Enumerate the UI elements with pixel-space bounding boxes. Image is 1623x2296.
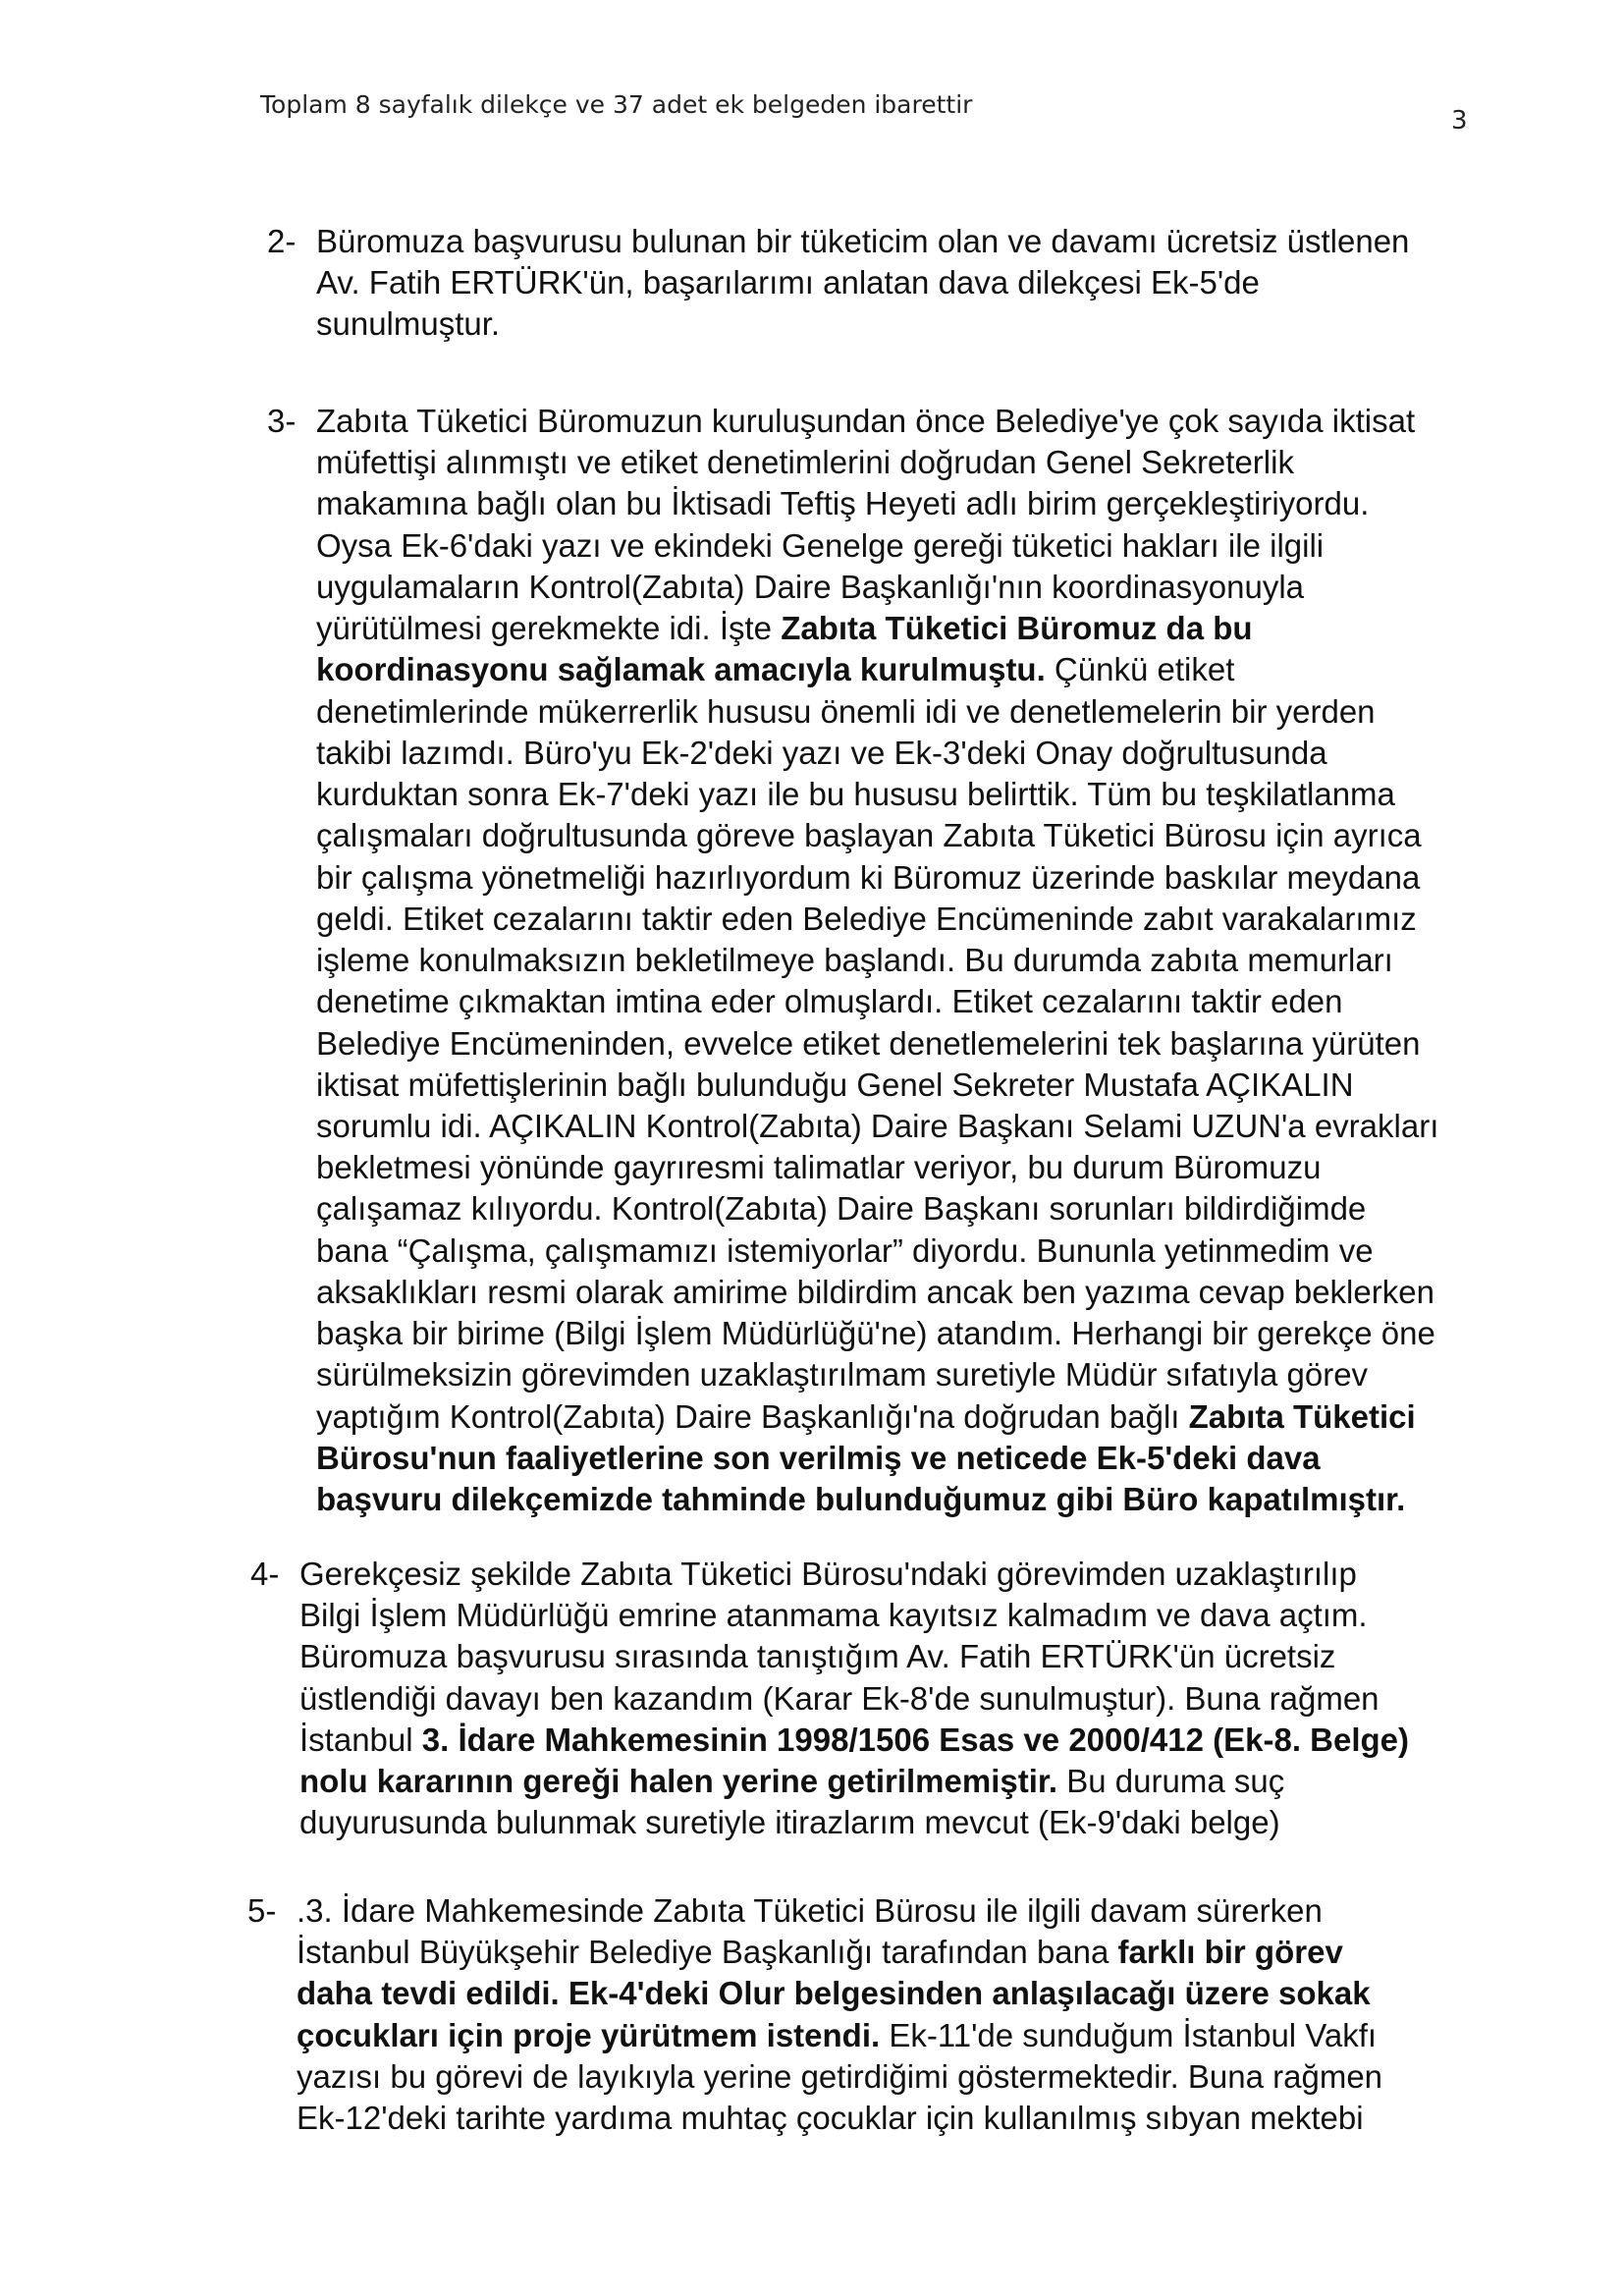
text-segment: başka bir birime (Bilgi İşlem Müdürlüğü'ne) atandım. Herhangi bir gerekçe öne bbox=[316, 1315, 1435, 1352]
text-segment: denetime çıkmaktan imtina eder olmuşlardı. Etiket cezalarını taktir eden bbox=[316, 983, 1343, 1020]
text-line bbox=[316, 1438, 1438, 1479]
text-segment: makamına bağlı olan bu İktisadi Teftiş Heyeti adlı birim gerçekleştiriyordu. bbox=[316, 485, 1370, 522]
text-segment: aksaklıkları resmi olarak amirime bildirdim ancak ben yazıma cevap beklerken bbox=[316, 1273, 1434, 1310]
text-line bbox=[316, 649, 1438, 690]
text-segment: Oysa Ek-6'daki yazı ve ekindeki Genelge gereği tüketici hakları ile ilgili bbox=[316, 526, 1325, 564]
text-segment: Bilgi İşlem Müdürlüğü emrine atanmama kayıtsız kalmadım ve dava açtım. bbox=[299, 1597, 1368, 1634]
bold-text: 3. İdare Mahkemesinin 1998/1506 Esas ve 2000/412 (Ek-8. Belge) bbox=[421, 1721, 1410, 1758]
text-segment: Büromuza başvurusu bulunan bir tüketicim olan ve davamı ücretsiz üstlenen bbox=[316, 223, 1410, 259]
text-segment: çalışmaları doğrultusunda göreve başlayan Zabıta Tüketici Bürosu için ayrıca bbox=[316, 817, 1422, 854]
item-body bbox=[299, 1554, 1409, 1844]
bold-text: farklı bir görev bbox=[1117, 1934, 1343, 1971]
item-number: 2- bbox=[267, 223, 297, 259]
item-body bbox=[297, 1890, 1382, 2139]
text-segment: sorumlu idi. AÇIKALIN Kontrol(Zabıta) Daire Başkanı Selami UZUN'a evrakları bbox=[316, 1107, 1439, 1144]
text-line bbox=[316, 815, 1438, 856]
text-segment: Ek-11'de sunduğum İstanbul Vakfı bbox=[880, 2016, 1378, 2053]
text-line bbox=[316, 1023, 1438, 1065]
text-segment: kurduktan sonra Ek-7'deki yazı ile bu hususu belirttik. Tüm bu teşkilatlanma bbox=[316, 776, 1395, 813]
text-segment: .3. İdare Mahkemesinde Zabıta Tüketici Bürosu ile ilgili davam sürerken bbox=[297, 1892, 1323, 1929]
text-line bbox=[316, 608, 1438, 649]
text-line bbox=[316, 1065, 1438, 1106]
text-segment: üstlendiği davayı ben kazandım (Karar Ek-8'de sunulmuştur). Buna rağmen bbox=[299, 1679, 1380, 1717]
text-segment: işleme konulmaksızın bekletilmeye başlandı. Bu durumda zabıta memurları bbox=[316, 942, 1393, 979]
bold-text: nolu kararının gereği halen yerine getirilmemiştir. bbox=[299, 1763, 1058, 1800]
item-number: 4- bbox=[250, 1556, 280, 1592]
text-segment: sunulmuştur. bbox=[316, 305, 501, 343]
text-line bbox=[316, 567, 1438, 608]
text-line bbox=[316, 774, 1438, 815]
text-line bbox=[316, 1354, 1438, 1395]
text-segment: Gerekçesiz şekilde Zabıta Tüketici Bürosu'ndaki görevimden uzaklaştırılıp bbox=[299, 1556, 1357, 1592]
text-line bbox=[297, 1932, 1382, 1973]
text-segment: Büromuza başvurusu sırasında tanıştığım Av. Fatih ERTÜRK'ün ücretsiz bbox=[299, 1638, 1336, 1675]
text-segment: denetimlerinde mükerrerlik hususu önemli idi ve denetlemelerin bir yerden bbox=[316, 692, 1376, 730]
text-segment: Bu duruma suç bbox=[1057, 1763, 1285, 1800]
text-line bbox=[299, 1720, 1409, 1761]
text-segment: geldi. Etiket cezalarını taktir eden Belediye Encümeninde zabıt varakalarımız bbox=[316, 900, 1417, 937]
text-line bbox=[316, 733, 1438, 774]
text-line bbox=[297, 2015, 1382, 2056]
text-line bbox=[316, 857, 1438, 899]
bold-text: koordinasyonu sağlamak amacıyla kurulmuştu. bbox=[316, 651, 1046, 688]
item-number: 3- bbox=[267, 403, 297, 439]
text-segment: takibi lazımdı. Büro'yu Ek-2'deki yazı ve Ek-3'deki Onay doğrultusunda bbox=[316, 734, 1327, 771]
text-segment: Ek-12'deki tarihte yardıma muhtaç çocuklar için kullanılmış sıbyan mektebi bbox=[297, 2100, 1364, 2137]
text-line bbox=[299, 1678, 1409, 1720]
text-line bbox=[316, 1313, 1438, 1354]
text-line bbox=[316, 1147, 1438, 1188]
text-line bbox=[299, 1554, 1409, 1595]
text-segment: bekletmesi yönünde gayrıresmi talimatlar veriyor, bu durum Büromuzu bbox=[316, 1149, 1322, 1186]
text-segment: yazısı bu görevi de layıkıyla yerine getirdiğimi göstermektedir. Buna rağmen bbox=[297, 2057, 1383, 2095]
text-line bbox=[316, 1230, 1438, 1272]
text-line bbox=[316, 442, 1438, 483]
text-line bbox=[299, 1761, 1409, 1802]
text-segment: İstanbul bbox=[299, 1721, 422, 1758]
text-segment: bir çalışma yönetmeliği hazırlıyordum ki Büromuz üzerinde baskılar meydana bbox=[316, 858, 1421, 896]
text-line bbox=[297, 2056, 1382, 2098]
text-segment: Av. Fatih ERTÜRK'ün, başarılarımı anlatan dava dilekçesi Ek-5'de bbox=[316, 264, 1260, 301]
bold-text: Zabıta Tüketici bbox=[1188, 1397, 1416, 1435]
text-line bbox=[316, 1272, 1438, 1313]
text-line bbox=[316, 221, 1409, 262]
text-line bbox=[316, 1188, 1438, 1230]
text-segment: bana “Çalışma, çalışmamızı istemiyorlar” diyordu. Bununla yetinmedim ve bbox=[316, 1231, 1374, 1269]
text-line bbox=[299, 1595, 1409, 1636]
item-number: 5- bbox=[247, 1892, 277, 1929]
text-segment: Belediye Encümeninden, evvelce etiket denetlemelerini tek başlarına yürüten bbox=[316, 1024, 1421, 1062]
item-body bbox=[316, 221, 1409, 346]
text-line bbox=[316, 1106, 1438, 1147]
bold-text: çocukları için proje yürütmem istendi. bbox=[297, 2016, 881, 2053]
text-segment: Çünkü etiket bbox=[1045, 651, 1235, 688]
text-line bbox=[316, 303, 1409, 345]
text-line bbox=[297, 1890, 1382, 1932]
text-line bbox=[316, 262, 1409, 303]
text-line bbox=[316, 981, 1438, 1022]
text-line bbox=[316, 1396, 1438, 1438]
text-line bbox=[316, 940, 1438, 981]
text-segment: müfettişi alınmıştı ve etiket denetimlerini doğrudan Genel Sekreterlik bbox=[316, 444, 1294, 481]
text-segment: çalışamaz kılıyordu. Kontrol(Zabıta) Daire Başkanı sorunları bildirdiğimde bbox=[316, 1190, 1367, 1228]
page-header: Toplam 8 sayfalık dilekçe ve 37 adet ek belgeden ibarettir bbox=[260, 90, 973, 119]
text-segment: yürütülmesi gerekmekte idi. İşte bbox=[316, 610, 782, 647]
text-segment: iktisat müfettişlerinin bağlı bulunduğu Genel Sekreter Mustafa AÇIKALIN bbox=[316, 1066, 1354, 1103]
text-line bbox=[297, 1973, 1382, 2014]
text-segment: Zabıta Tüketici Büromuzun kuruluşundan önce Belediye'ye çok sayıda iktisat bbox=[316, 403, 1416, 439]
text-line bbox=[316, 691, 1438, 733]
item-body bbox=[316, 401, 1438, 1520]
text-line bbox=[299, 1802, 1409, 1843]
text-segment: uygulamaların Kontrol(Zabıta) Daire Başkanlığı'nın koordinasyonuyla bbox=[316, 568, 1305, 605]
page-number: 3 bbox=[1451, 106, 1468, 136]
text-line bbox=[316, 1479, 1438, 1520]
text-segment: sürülmeksizin görevimden uzaklaştırılmam suretiyle Müdür sıfatıyla görev bbox=[316, 1356, 1369, 1394]
bold-text: daha tevdi edildi. Ek-4'deki Olur belgesinden anlaşılacağı üzere sokak bbox=[297, 1975, 1371, 2012]
text-line bbox=[297, 2098, 1382, 2139]
text-line bbox=[299, 1636, 1409, 1677]
bold-text: Bürosu'nun faaliyetlerine son verilmiş ve neticede Ek-5'deki dava bbox=[316, 1439, 1321, 1476]
text-segment: duyurusunda bulunmak suretiyle itirazlarım mevcut (Ek-9'daki belge) bbox=[299, 1804, 1280, 1841]
text-segment: yaptığım Kontrol(Zabıta) Daire Başkanlığı'na doğrudan bağlı bbox=[316, 1397, 1189, 1435]
bold-text: Zabıta Tüketici Büromuz da bu bbox=[781, 610, 1253, 647]
text-segment: İstanbul Büyükşehir Belediye Başkanlığı tarafından bana bbox=[297, 1934, 1118, 1971]
text-line bbox=[316, 899, 1438, 940]
text-line bbox=[316, 401, 1438, 442]
bold-text: başvuru dilekçemizde tahminde bulunduğumuz gibi Büro kapatılmıştır. bbox=[316, 1481, 1406, 1518]
text-line bbox=[316, 483, 1438, 524]
text-line bbox=[316, 525, 1438, 567]
